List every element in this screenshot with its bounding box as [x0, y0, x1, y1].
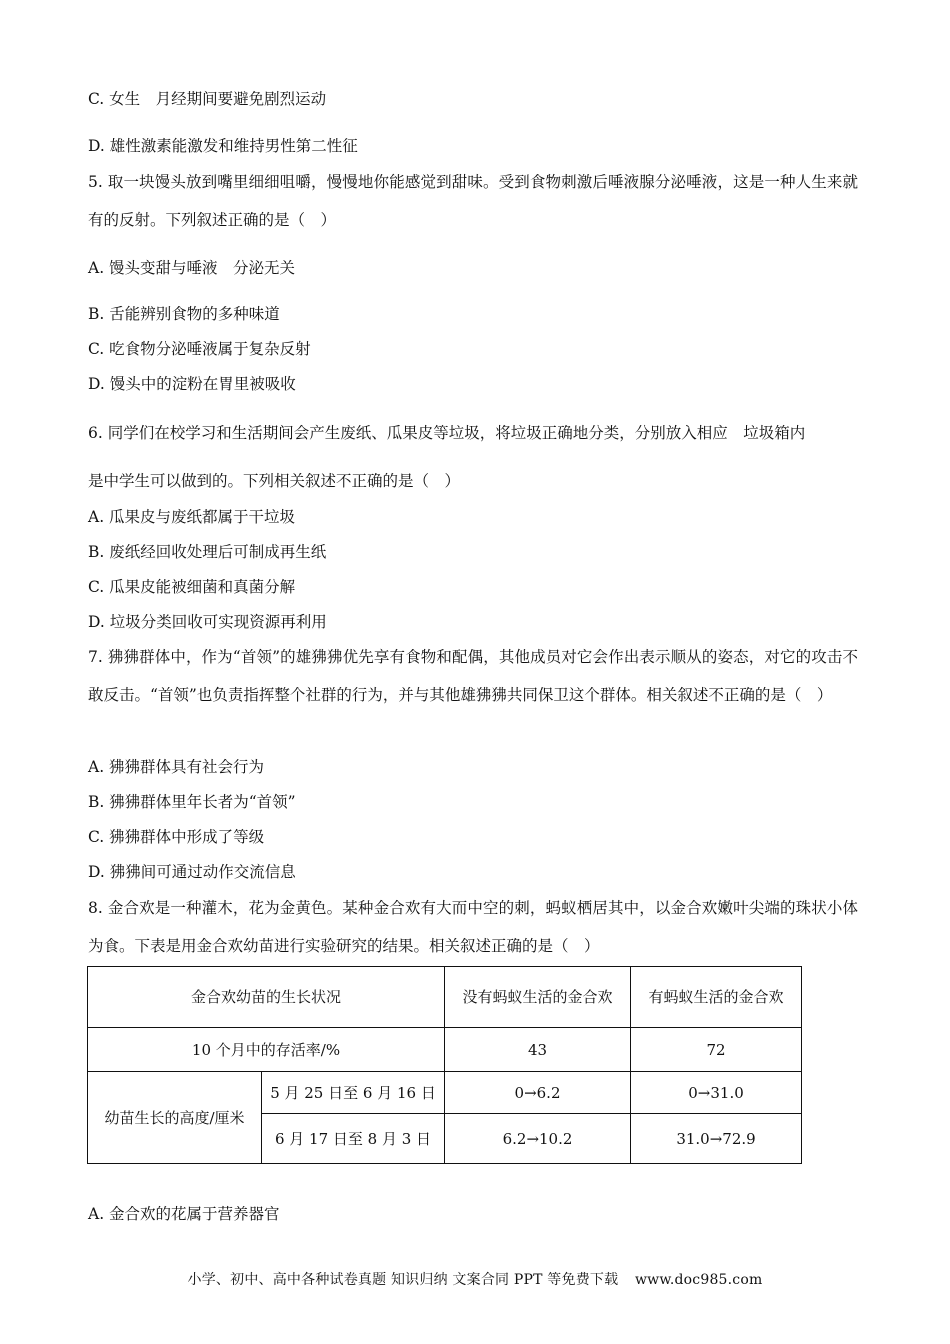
q5-option-d: D. 馒头中的淀粉在胃里被吸收 [88, 375, 296, 393]
table-header-no-ant: 没有蚂蚁生活的金合欢 [445, 967, 631, 1028]
q8-stem: 8. 金合欢是一种灌木，花为金黄色。某种金合欢有大而中空的刺，蚂蚁栖居其中，以金合欢嫩叶尖端的珠状小体为食。下表是用金合欢幼苗进行实验研究的结果。相关叙述正确的是（ ） [88, 899, 858, 955]
table-cell: 72 [631, 1028, 802, 1072]
table-cell: 31.0→72.9 [631, 1114, 802, 1164]
q7-option-a: A. 狒狒群体具有社会行为 [88, 758, 265, 776]
table-cell-period: 5 月 25 日至 6 月 16 日 [262, 1072, 445, 1114]
q6-stem-line2: 是中学生可以做到的。下列相关叙述不正确的是（ ） [88, 472, 461, 490]
table-cell: 0→31.0 [631, 1072, 802, 1114]
table-cell: 43 [445, 1028, 631, 1072]
table-header-row [88, 967, 802, 1028]
q7-option-d: D. 狒狒间可通过动作交流信息 [88, 863, 296, 881]
q5-stem: 5. 取一块馒头放到嘴里细细咀嚼，慢慢地你能感觉到甜味。受到食物刺激后唾液腺分泌唾液，这是一种人生来就有的反射。下列叙述正确的是（ ） [88, 173, 858, 229]
footer-url[interactable]: www.doc985.com [634, 1272, 763, 1288]
table-header-growth: 金合欢幼苗的生长状况 [88, 967, 445, 1028]
q7-option-c: C. 狒狒群体中形成了等级 [88, 828, 265, 846]
q8-option-a: A. 金合欢的花属于营养器官 [88, 1205, 280, 1223]
q6-option-d: D. 垃圾分类回收可实现资源再利用 [88, 613, 327, 631]
q5-option-c: C. 吃食物分泌唾液属于复杂反射 [88, 340, 311, 358]
q6-option-a: A. 瓜果皮与废纸都属于干垃圾 [88, 508, 296, 526]
q4-option-d: D. 雄性激素能激发和维持男性第二性征 [88, 137, 358, 155]
table-cell: 0→6.2 [445, 1072, 631, 1114]
page-footer [0, 1270, 950, 1290]
table-row [88, 1028, 802, 1072]
experiment-table [87, 966, 802, 1164]
table-header-ant: 有蚂蚁生活的金合欢 [631, 967, 802, 1028]
table-row [88, 1072, 802, 1114]
q6-option-b: B. 废纸经回收处理后可制成再生纸 [88, 543, 327, 561]
q4-option-c: C. 女生 月经期间要避免剧烈运动 [88, 90, 327, 108]
q7-option-b: B. 狒狒群体里年长者为“首领” [88, 793, 296, 811]
footer-text: 小学、初中、高中各种试卷真题 知识归纳 文案合同 PPT 等免费下载 [187, 1272, 619, 1288]
q5-option-a: A. 馒头变甜与唾液 分泌无关 [88, 259, 296, 277]
q5-option-b: B. 舌能辨别食物的多种味道 [88, 305, 280, 323]
table-cell-period: 6 月 17 日至 8 月 3 日 [262, 1114, 445, 1164]
table-cell-survival-label: 10 个月中的存活率/% [88, 1028, 445, 1072]
q6-option-c: C. 瓜果皮能被细菌和真菌分解 [88, 578, 296, 596]
q6-stem-line1: 6. 同学们在校学习和生活期间会产生废纸、瓜果皮等垃圾，将垃圾正确地分类，分别放入相应 垃圾箱内 [88, 424, 806, 442]
table-cell-height-label: 幼苗生长的高度/厘米 [88, 1072, 262, 1164]
q7-stem: 7. 狒狒群体中，作为“首领”的雄狒狒优先享有食物和配偶，其他成员对它会作出表示顺从的姿态，对它的攻击不敢反击。“首领”也负责指挥整个社群的行为，并与其他雄狒狒共同保卫这个群体。相关叙述不正确的是（ ） [88, 648, 858, 704]
table-cell: 6.2→10.2 [445, 1114, 631, 1164]
